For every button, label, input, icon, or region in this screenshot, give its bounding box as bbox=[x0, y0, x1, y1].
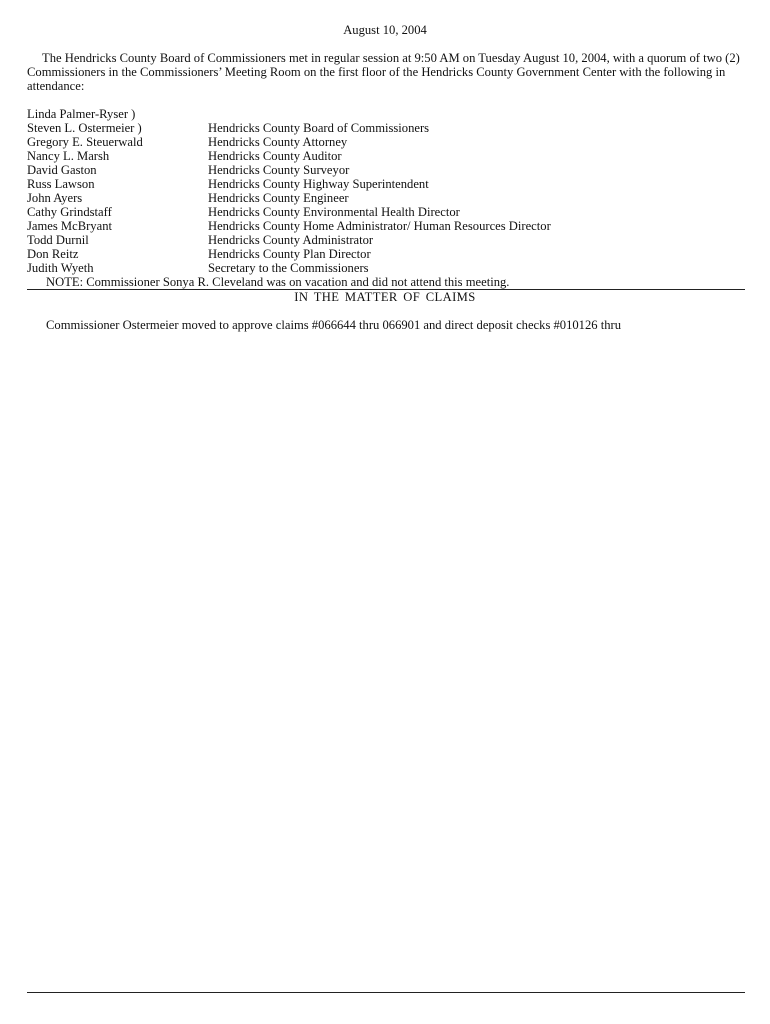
intro-paragraph: The Hendricks County Board of Commissioners met in regular session at 9:50 AM on Tuesday August 10, 2004, with a quorum of two (2) Commissioners in the Commissioners’ Meeting Room on the first floor of the Hendricks County Government Center with the following in attendance: bbox=[27, 51, 740, 93]
attendance-row bbox=[27, 261, 747, 275]
document-date: August 10, 2004 bbox=[343, 23, 427, 37]
attendee-title: Hendricks County Surveyor bbox=[208, 163, 350, 177]
attendance-row bbox=[27, 121, 747, 135]
attendee-title: Hendricks County Board of Commissioners bbox=[208, 121, 430, 135]
attendee-name: Don Reitz bbox=[27, 247, 79, 261]
attendance-row bbox=[27, 247, 747, 261]
absence-note: NOTE: Commissioner Sonya R. Cleveland was on vacation and did not attend this meeting. bbox=[46, 275, 510, 289]
attendee-title: Hendricks County Administrator bbox=[208, 233, 374, 247]
attendance-row bbox=[27, 219, 747, 233]
attendee-name: Nancy L. Marsh bbox=[27, 149, 110, 163]
attendee-title: Hendricks County Attorney bbox=[208, 135, 348, 149]
attendee-name: Steven L. Ostermeier ) bbox=[27, 121, 142, 135]
attendance-row bbox=[27, 135, 747, 149]
attendance-list bbox=[27, 107, 747, 275]
attendee-name: Todd Durnil bbox=[27, 233, 89, 247]
attendance-row bbox=[27, 191, 747, 205]
page-footer-divider bbox=[27, 992, 745, 993]
attendance-row bbox=[27, 163, 747, 177]
attendee-name: Gregory E. Steuerwald bbox=[27, 135, 143, 149]
attendee-title: Hendricks County Plan Director bbox=[208, 247, 371, 261]
attendee-name: David Gaston bbox=[27, 163, 97, 177]
intro-paragraph-block bbox=[27, 51, 747, 93]
attendee-title: Hendricks County Auditor bbox=[208, 149, 342, 163]
claims-paragraph: Commissioner Ostermeier moved to approve claims #066644 thru 066901 and direct deposit checks #010126 thru bbox=[46, 318, 622, 332]
attendee-title: Secretary to the Commissioners bbox=[208, 261, 369, 275]
attendee-name: James McBryant bbox=[27, 219, 112, 233]
attendee-name: Cathy Grindstaff bbox=[27, 205, 112, 219]
attendance-row bbox=[27, 205, 747, 219]
attendance-row bbox=[27, 149, 747, 163]
attendance-row bbox=[27, 233, 747, 247]
attendee-name: John Ayers bbox=[27, 191, 83, 205]
attendee-title: Hendricks County Engineer bbox=[208, 191, 349, 205]
attendance-row bbox=[27, 177, 747, 191]
attendee-name: Russ Lawson bbox=[27, 177, 95, 191]
section-heading: IN THE MATTER OF CLAIMS bbox=[294, 290, 476, 304]
attendance-row bbox=[27, 107, 747, 121]
attendee-name: Linda Palmer-Ryser ) bbox=[27, 107, 136, 121]
attendee-name: Judith Wyeth bbox=[27, 261, 94, 275]
attendee-title: Hendricks County Highway Superintendent bbox=[208, 177, 429, 191]
attendee-title: Hendricks County Home Administrator/ Human Resources Director bbox=[208, 219, 551, 233]
attendee-title: Hendricks County Environmental Health Director bbox=[208, 205, 460, 219]
